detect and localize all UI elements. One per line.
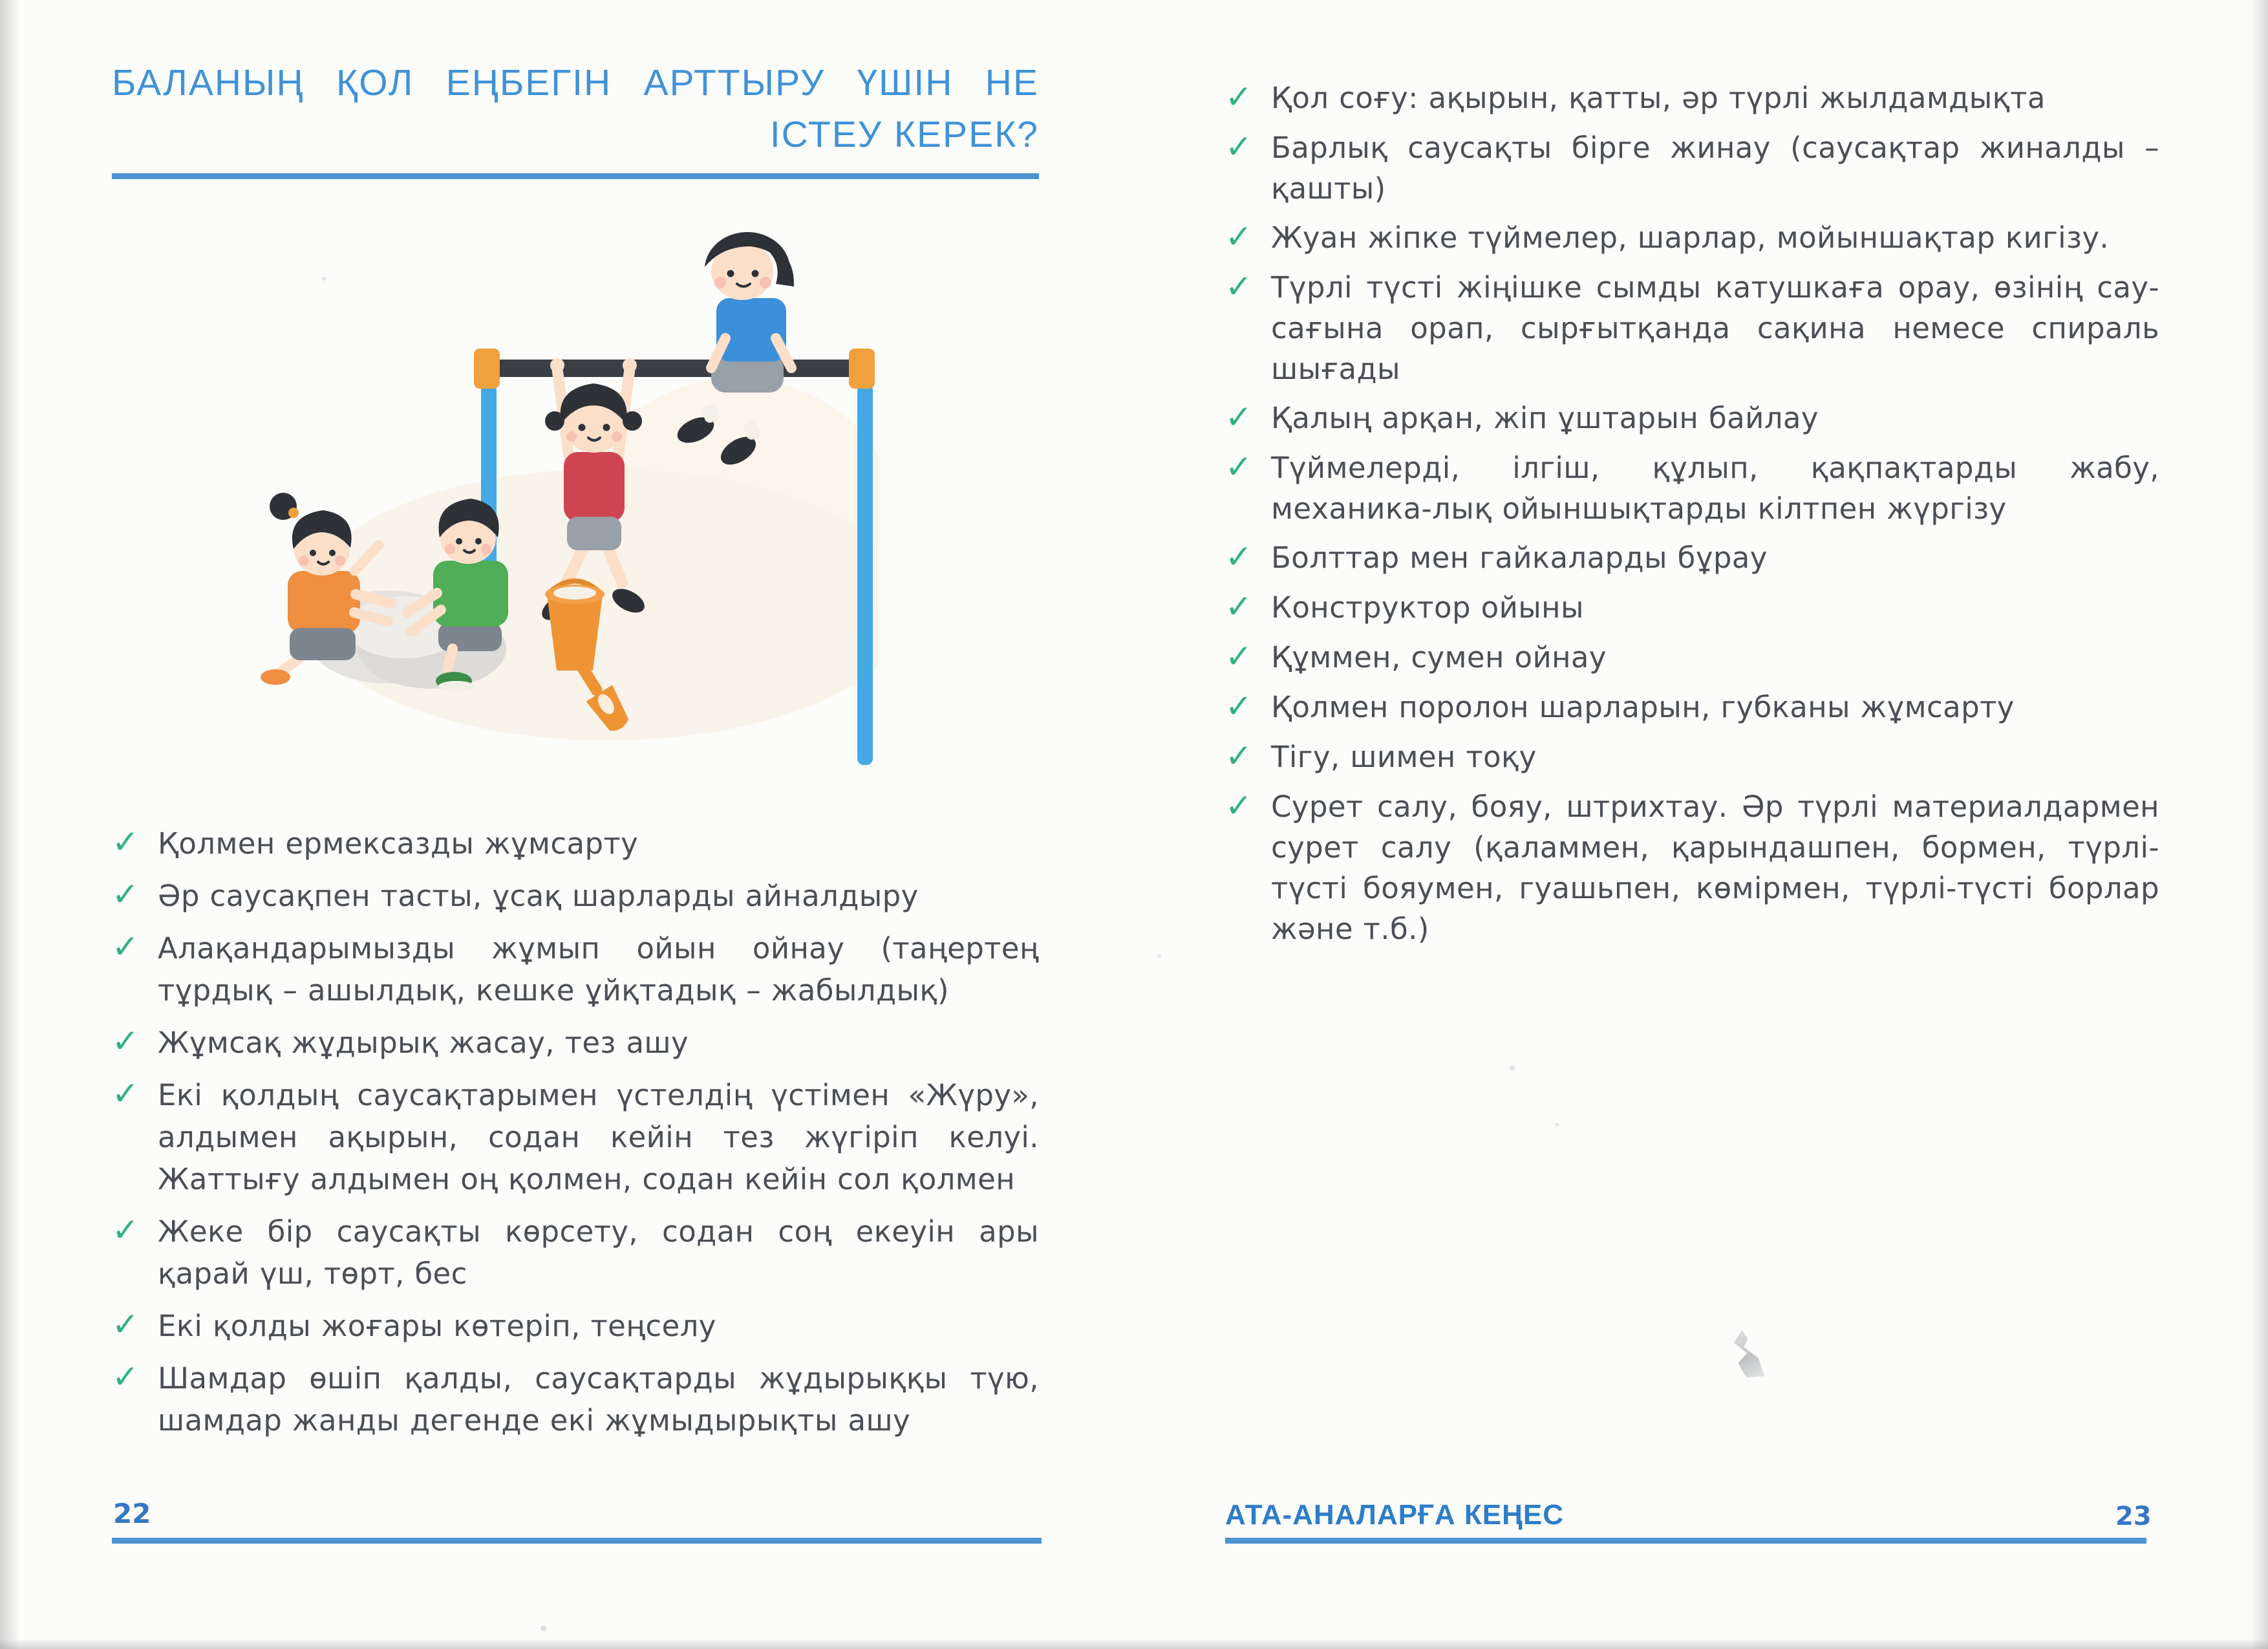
- check-icon: ✓: [1225, 737, 1252, 775]
- check-icon: ✓: [1225, 398, 1252, 436]
- check-icon: ✓: [1225, 588, 1252, 625]
- left-checklist: [112, 823, 1039, 1452]
- list-item-text: Барлық саусақты бірге жинау (саусақтар жиналды – қашты): [1271, 131, 2159, 206]
- list-item-text: Жұмсақ жұдырық жасау, тез ашу: [158, 1026, 689, 1060]
- scan-smudge: [1724, 1328, 1770, 1380]
- check-icon: ✓: [1225, 268, 1252, 305]
- list-item: [112, 875, 1039, 917]
- check-icon: ✓: [112, 823, 139, 861]
- page-number-right: 23: [2115, 1502, 2152, 1531]
- list-item-text: Қалың арқан, жіп ұштарын байлау: [1271, 401, 1819, 435]
- list-item-text: Құммен, сумен ойнау: [1271, 640, 1607, 674]
- check-icon: ✓: [112, 1075, 139, 1112]
- list-item: [112, 927, 1039, 1011]
- list-item-text: Қол соғу: ақырын, қатты, әр түрлі жылдамдықта: [1271, 81, 2046, 115]
- check-icon: ✓: [112, 1358, 139, 1396]
- check-icon: ✓: [1225, 128, 1252, 166]
- check-icon: ✓: [1225, 787, 1252, 824]
- list-item: [1225, 78, 2159, 119]
- footer-rule-left: [112, 1538, 1042, 1544]
- check-icon: ✓: [1225, 78, 1252, 116]
- scan-speck: [1510, 1066, 1515, 1070]
- list-item: [1225, 687, 2159, 728]
- list-item-text: Түрлі түсті жіңішке сымды катушкаға орау, өзінің сау-сағына орап, сырғытқанда сақина немесе спираль шығады: [1271, 270, 2159, 386]
- check-icon: ✓: [1225, 638, 1252, 675]
- check-icon: ✓: [112, 876, 139, 913]
- list-item: [1225, 447, 2159, 529]
- list-item: [1225, 737, 2159, 778]
- scan-speck: [1157, 954, 1162, 958]
- footer-rule-right: [1225, 1538, 2146, 1544]
- title-underline: [112, 173, 1039, 179]
- check-icon: ✓: [1225, 218, 1252, 255]
- check-icon: ✓: [112, 1211, 139, 1249]
- list-item: [1225, 267, 2159, 389]
- list-item: [1225, 587, 2159, 629]
- scan-edge-shadow-left: [0, 0, 19, 1649]
- list-item-text: Болттар мен гайкаларды бұрау: [1271, 541, 1768, 575]
- list-item: [112, 1022, 1039, 1064]
- page-title: БАЛАНЫҢ ҚОЛ ЕҢБЕГІН АРТТЫРУ ҮШІН НЕ ІСТЕУ КЕРЕК?: [112, 62, 1039, 155]
- list-item-text: Қолмен ермексазды жұмсарту: [158, 826, 639, 861]
- list-item-text: Конструктор ойыны: [1271, 590, 1584, 625]
- check-icon: ✓: [112, 1306, 139, 1343]
- footer-running-title: АТА-АНАЛАРҒА КЕҢЕС: [1225, 1499, 1565, 1531]
- list-item: [112, 1211, 1039, 1295]
- scan-speck: [1555, 1123, 1559, 1126]
- list-item-text: Жуан жіпке түймелер, шарлар, мойыншақтар кигізу.: [1271, 221, 2110, 255]
- scan-edge-shadow-bottom: [0, 1639, 2268, 1649]
- list-item: [1225, 127, 2159, 209]
- list-item-text: Шамдар өшіп қалды, саусақтарды жұдырыққы түю, шамдар жанды дегенде екі жұмыдырықты ашу: [158, 1361, 1039, 1438]
- scan-speck: [540, 1626, 546, 1631]
- list-item: [112, 1074, 1039, 1200]
- check-icon: ✓: [1225, 538, 1252, 576]
- list-item: [1225, 398, 2159, 439]
- list-item: [112, 1357, 1039, 1441]
- check-icon: ✓: [112, 928, 139, 965]
- list-item-text: Қолмен поролон шарларын, губканы жұмсарту: [1271, 690, 2015, 724]
- list-item-text: Алақандарымызды жұмып ойын ойнау (таңертең тұрдық – ашылдық, кешке ұйқтадық – жабылдық): [158, 931, 1039, 1008]
- list-item-text: Сурет салу, бояу, штрихтау. Әр түрлі материалдармен сурет салу (қаламмен, қарындашпен, бормен, түрлі-түсті бояумен, гуашьпен, көмірмен, түрлі-түсті борлар және т.б.): [1271, 790, 2159, 946]
- list-item: [1225, 217, 2159, 259]
- list-item-text: Тігу, шимен тоқу: [1271, 740, 1537, 774]
- list-item-text: Екі қолды жоғары көтеріп, теңселу: [158, 1309, 716, 1343]
- check-icon: ✓: [1225, 687, 1252, 725]
- check-icon: ✓: [112, 1022, 139, 1060]
- page-number-left: 22: [113, 1498, 151, 1529]
- list-item: [1225, 786, 2159, 949]
- list-item-text: Түймелерді, ілгіш, құлып, қақпақтарды жабу, механика-лық ойыншықтарды кілтпен жүргізу: [1271, 451, 2159, 526]
- list-item: [112, 1305, 1039, 1347]
- scan-edge-shadow-right: [2251, 0, 2268, 1649]
- right-checklist: [1225, 78, 2159, 958]
- list-item-text: Жеке бір саусақты көрсету, содан соң екеуін ары қарай үш, төрт, бес: [158, 1214, 1039, 1291]
- list-item-text: Екі қолдың саусақтарымен үстелдің үстімен «Жүру», алдымен ақырын, содан кейін тез жүгіріп келуі. Жаттығу алдымен оң қолмен, содан кейін сол қолмен: [158, 1078, 1039, 1196]
- playground-illustration: [259, 217, 879, 773]
- list-item: [1225, 537, 2159, 579]
- list-item: [112, 823, 1039, 865]
- list-item: [1225, 637, 2159, 678]
- list-item-text: Әр саусақпен тасты, ұсақ шарларды айналдыру: [158, 879, 919, 913]
- check-icon: ✓: [1225, 448, 1252, 486]
